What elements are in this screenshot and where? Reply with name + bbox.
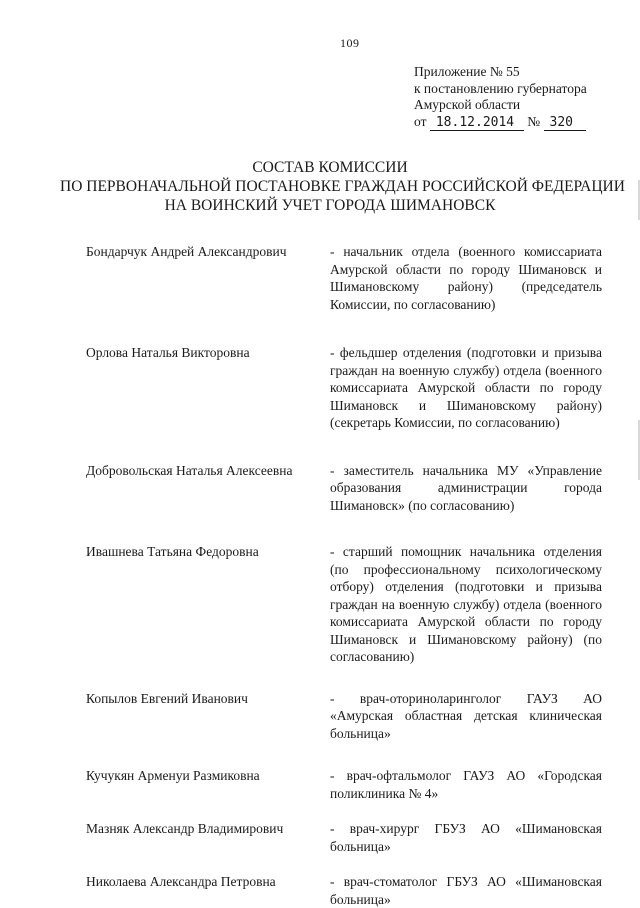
member-row: [86, 462, 604, 515]
member-role: - врач-стоматолог ГБУЗ АО «Шимановская больница»: [330, 874, 602, 907]
member-role: - врач-оториноларинголог ГАУЗ АО «Амурская областная детская клиническая больница»: [330, 690, 602, 741]
member-name: Мазняк Александр Владимирович: [86, 821, 284, 836]
appendix-line-1: Приложение № 55: [414, 64, 520, 79]
member-role: - врач-хирург ГБУЗ АО «Шимановская больница»: [330, 821, 602, 854]
member-role: - начальник отдела (военного комиссариата Амурской области по городу Шимановск и Шимановскому району) (председатель Комиссии, по согласованию): [330, 244, 602, 312]
member-row: [86, 543, 604, 666]
member-role: - фельдшер отделения (подготовки и призыва граждан на военную службу) отдела (военного комиссариата Амурской области по городу Шимановск и Шимановскому району) (секретарь Комиссии, по согласованию): [330, 345, 602, 430]
member-name: Добровольская Наталья Алексеевна: [86, 462, 293, 478]
appendix-date: 18.12.2014: [430, 116, 524, 131]
appendix-date-line: [414, 114, 624, 131]
date-prefix: от: [414, 113, 427, 129]
member-row: [86, 873, 604, 908]
appendix-line-2: к постановлению губернатора: [414, 80, 587, 96]
member-role: - врач-офтальмолог ГАУЗ АО «Городская поликлиника № 4»: [330, 768, 602, 801]
title-line-3: НА ВОИНСКИЙ УЧЕТ ГОРОДА ШИМАНОВСК: [164, 197, 496, 214]
appendix-line-3: Амурской области: [414, 97, 521, 112]
number-prefix: №: [527, 113, 541, 129]
member-row: [86, 344, 604, 432]
member-name: Орлова Наталья Викторовна: [86, 345, 250, 360]
member-role: - заместитель начальника МУ «Управление образования администрации города Шимановск» (по согласованию): [330, 462, 602, 513]
member-list: [86, 243, 604, 908]
document-title: [60, 158, 625, 215]
appendix-header: [414, 64, 624, 131]
member-role: - старший помощник начальника отделения (по профессиональному психологическому отбору) отделения (подготовки и призыва граждан на военную службу) отдела (военного комиссариата Амурской области по городу Шимановск и Шимановскому району) (по согласованию): [330, 544, 602, 664]
title-line-2: ПО ПЕРВОНАЧАЛЬНОЙ ПОСТАНОВКЕ ГРАЖДАН РОССИЙСКОЙ ФЕДЕРАЦИИ: [60, 178, 625, 195]
member-name: Николаева Александра Петровна: [86, 874, 276, 889]
page-number: 109: [340, 36, 360, 50]
member-name: Ивашнева Татьяна Федоровна: [86, 544, 259, 559]
member-row: [86, 243, 604, 313]
member-row: [86, 690, 604, 743]
title-line-1: СОСТАВ КОМИССИИ: [252, 159, 408, 176]
appendix-number: 320: [544, 116, 586, 131]
member-row: [86, 767, 604, 802]
member-row: [86, 820, 604, 855]
member-name: Копылов Евгений Иванович: [86, 690, 248, 706]
member-name: Кучукян Арменуи Размиковна: [86, 768, 260, 783]
member-name: Бондарчук Андрей Александрович: [86, 244, 287, 259]
